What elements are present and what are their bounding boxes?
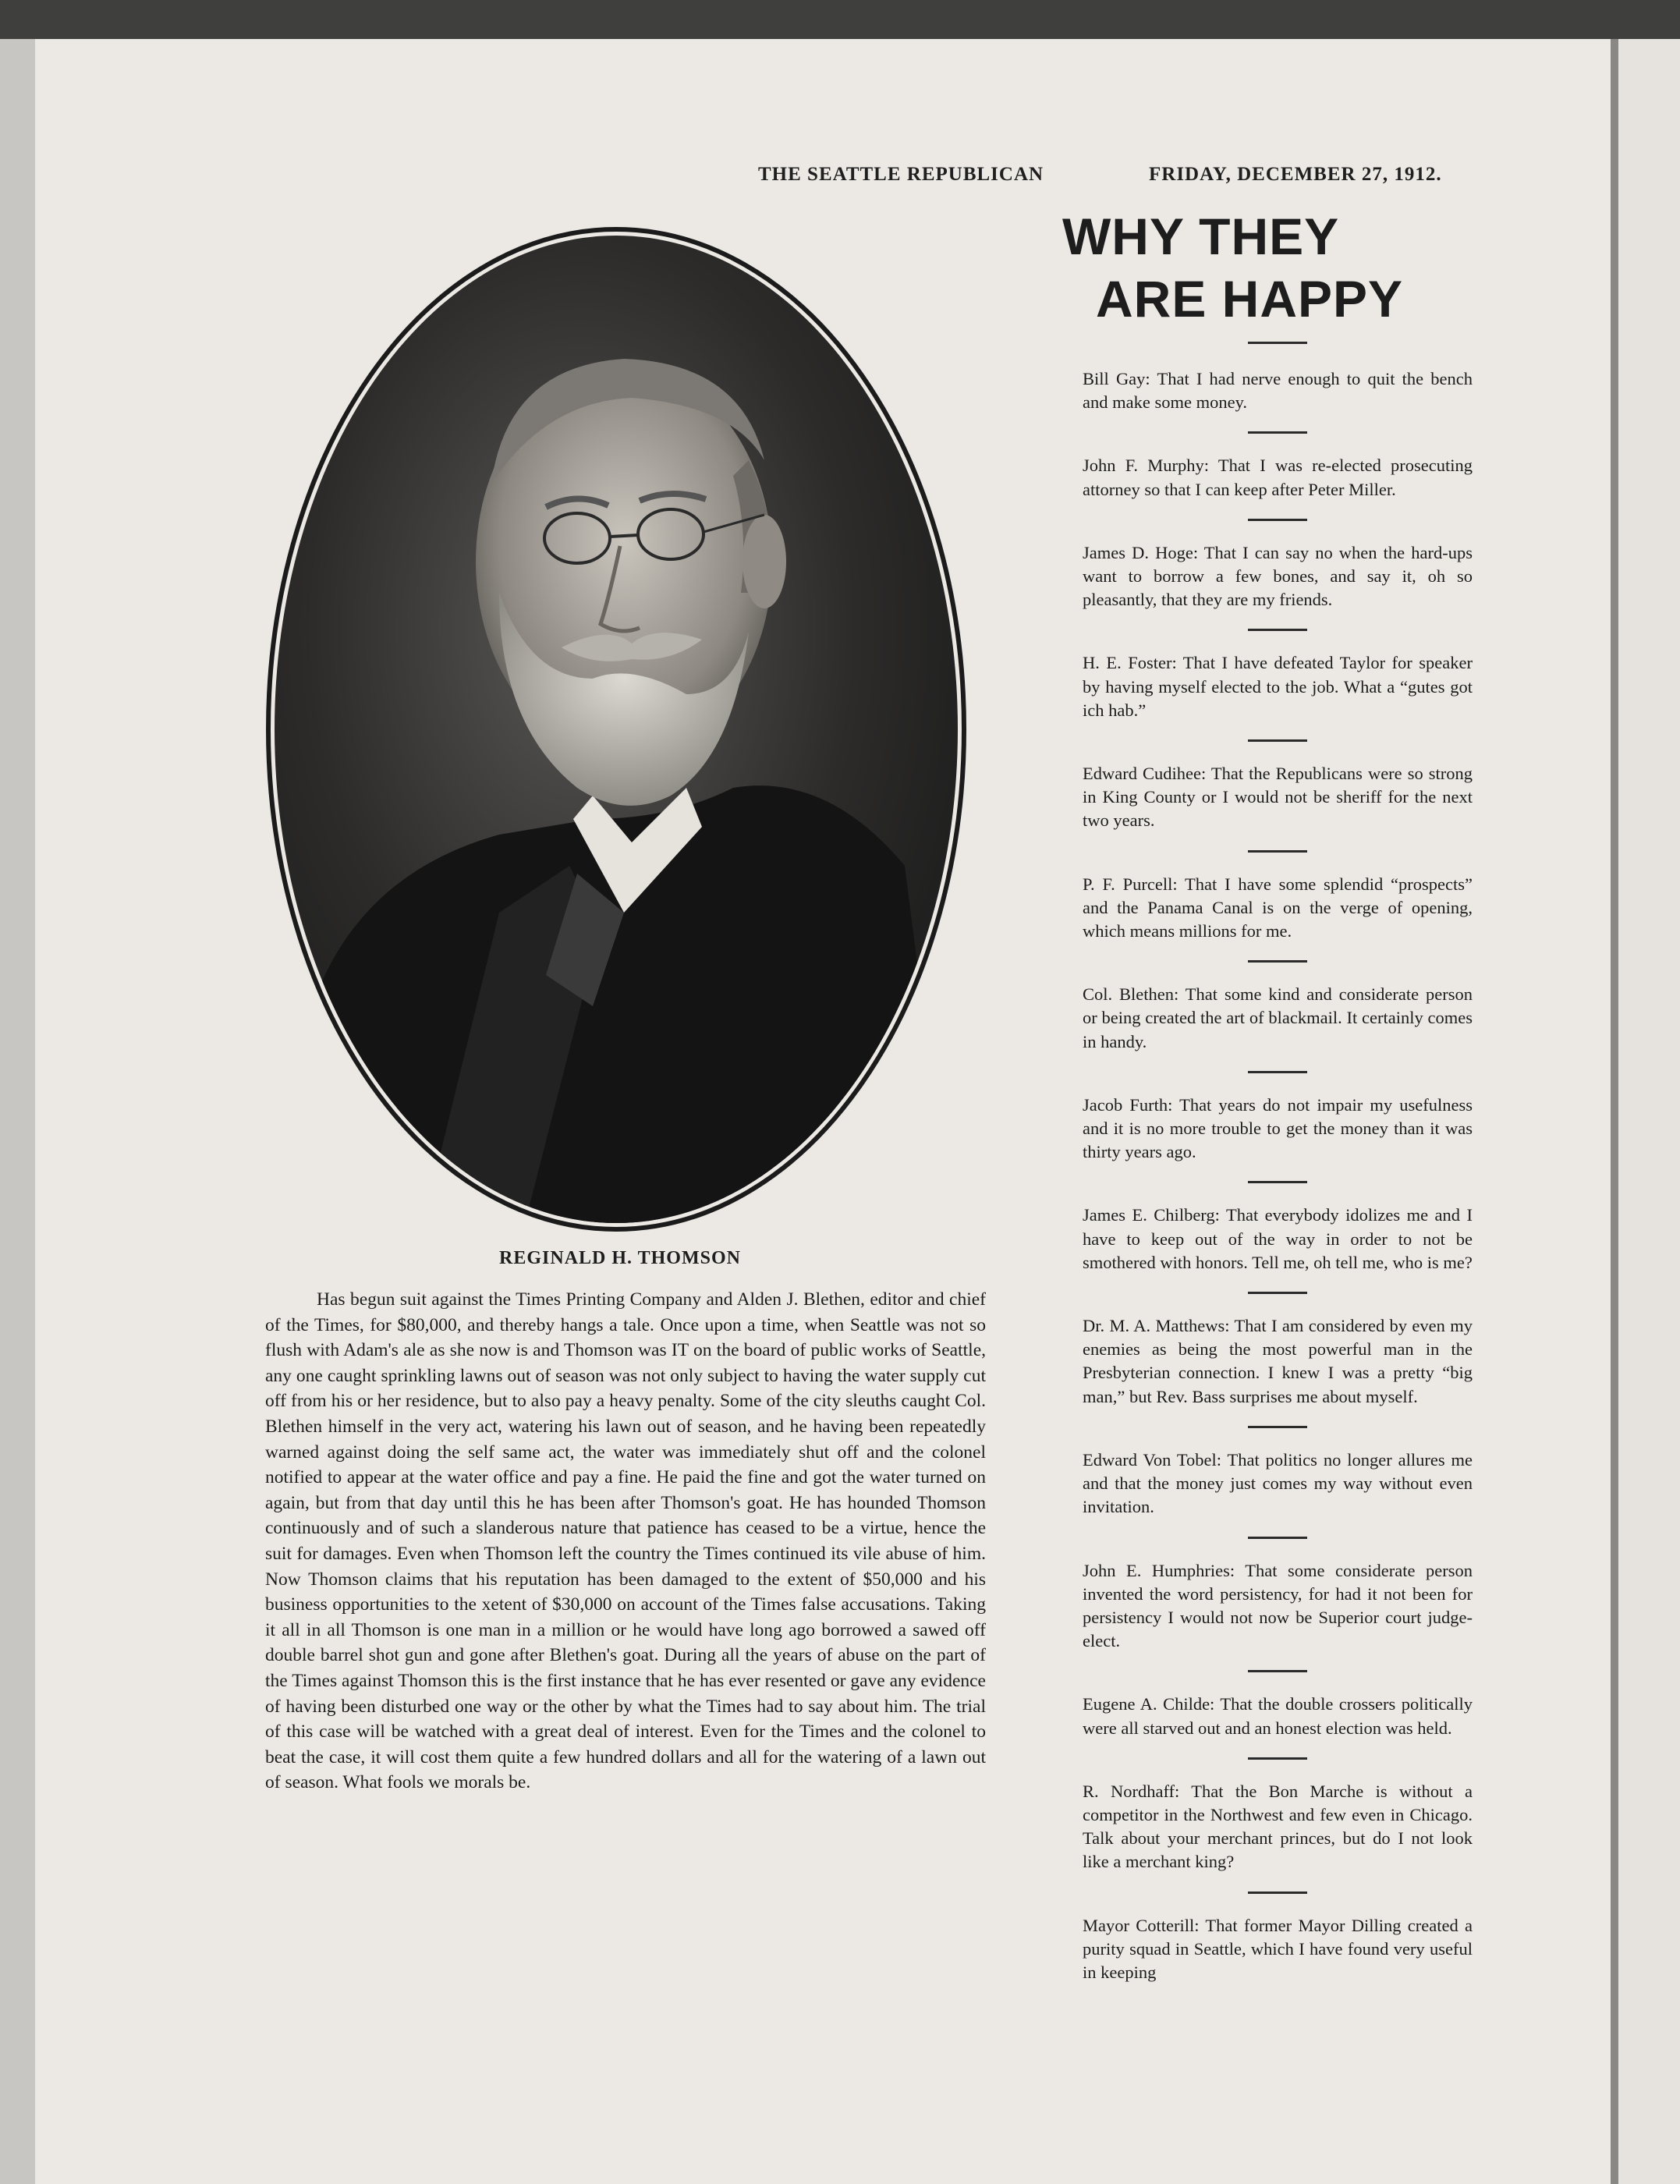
portrait-photo [265,226,967,1232]
section-rule [1248,1292,1307,1294]
article-body [265,1287,986,1796]
portrait-oval-image [265,226,967,1232]
quote-entry [1083,367,1473,414]
section-rule [1248,1537,1307,1539]
quote-text: That I have defeated Taylor for speaker by having myself elected to the job. What a “gutes got ich hab.” [1083,653,1473,720]
quote-entry [1083,454,1473,501]
quote-entry [1083,651,1473,722]
quote-text: That some kind and considerate person or being created the art of blackmail. It certainly comes in handy. [1083,984,1473,1051]
quote-name: R. Nordhaff: [1083,1781,1180,1801]
quote-name: Bill Gay: [1083,369,1150,388]
quote-text: That politics no longer allures me and that the money just comes my way without even invitation. [1083,1449,1473,1517]
section-rule [1248,739,1307,742]
quote-entry [1083,1314,1473,1409]
quote-entry [1083,1693,1473,1739]
issue-date: FRIDAY, DECEMBER 27, 1912. [1149,164,1442,185]
quote-text: That the Republicans were so strong in King County or I would not be sheriff for the next two years. [1083,764,1473,831]
quote-name: Edward Von Tobel: [1083,1449,1221,1470]
quote-entry [1083,762,1473,833]
quote-name: James D. Hoge: [1083,542,1199,562]
quote-entry [1083,1204,1473,1275]
quote-text: That I have some splendid “prospects” and the Panama Canal is on the verge of opening, which means millions for me. [1083,874,1473,941]
quotes-column [1083,365,1473,2001]
quote-entry [1083,1780,1473,1874]
quote-name: Edward Cudihee: [1083,764,1207,784]
section-rule [1248,519,1307,521]
quote-entry [1083,541,1473,612]
section-rule [1248,960,1307,963]
quote-name: Col. Blethen: [1083,984,1179,1005]
quote-entry [1083,1094,1473,1165]
quote-name: Eugene A. Childe: [1083,1694,1215,1714]
publication-name: THE SEATTLE REPUBLICAN [758,164,1044,185]
quote-name: P. F. Purcell: [1083,874,1178,894]
page-gutter [1611,39,1618,2184]
portrait-caption: REGINALD H. THOMSON [499,1248,741,1268]
quote-name: Dr. M. A. Matthews: [1083,1316,1230,1336]
quote-name: James E. Chilberg: [1083,1205,1220,1225]
section-rule [1248,850,1307,853]
quote-name: H. E. Foster: [1083,653,1177,673]
section-rule [1248,1670,1307,1672]
quote-name: Jacob Furth: [1083,1094,1173,1115]
quote-text: That I can say no when the hard-ups want to borrow a few bones, and say it, oh so pleasantly, that they are my friends. [1083,542,1473,610]
section-rule [1248,342,1307,344]
quote-entry [1083,1559,1473,1654]
quote-text: That everybody idolizes me and I have to keep out of the way in order to not be smothered with honors. Tell me, oh tell me, who is me? [1083,1205,1473,1272]
section-rule [1248,1181,1307,1183]
quote-text: That some considerate person invented the word persistency, for had it not been for persistency I would not now be Superior court judge-elect. [1083,1560,1473,1651]
headline-line-2: ARE HAPPY [1096,270,1404,328]
quote-text: That the double crossers politically were all starved out and an honest election was held. [1083,1694,1473,1738]
quote-entry [1083,1914,1473,1985]
quote-text: That the Bon Marche is without a competitor in the Northwest and few even in Chicago. Talk about your merchant princes, but do I not look like a merchant king? [1083,1781,1473,1872]
facing-page-edge [1618,39,1680,2184]
quote-entry [1083,983,1473,1054]
quote-text: That I had nerve enough to quit the bench and make some money. [1083,369,1473,413]
section-rule [1248,1892,1307,1894]
quote-text: That former Mayor Dilling created a purity squad in Seattle, which I have found very useful in keeping [1083,1915,1473,1982]
section-rule [1248,1757,1307,1760]
section-rule [1248,1426,1307,1428]
quote-entry [1083,1448,1473,1519]
headline-line-1: WHY THEY [1062,207,1340,265]
quote-name: Mayor Cotterill: [1083,1915,1200,1935]
quote-text: That I am considered by even my enemies as being the most powerful man in the Presbyterian connection. I knew I was a pretty “big man,” but Rev. Bass surprises me about myself. [1083,1316,1473,1406]
quote-name: John F. Murphy: [1083,456,1210,476]
scanner-top-border [0,0,1680,39]
article-paragraph: Has begun suit against the Times Printing Company and Alden J. Blethen, editor and chief of the Times, for $80,000, and thereby hangs a tale. Once upon a time, when Seattle was not so flush with Adam's ale as she now is and Thomson was IT on the board of public works of Seattle, any one caught sprinkling lawns out of season was not only subject to having the water supply cut off from his or her residence, but to also pay a heavy penalty. Some of the city sleuths caught Col. Blethen himself in the very act, watering his lawn out of season, and he having been repeatedly warned against doing the self same act, the water was immediately shut off and the colonel notified to appear at the water office and pay a fine. He paid the fine and got the water turned on again, but from that day until this he has been after Thomson's goat. He has hounded Thomson continuously and of such a slanderous nature that patience has ceased to be a virtue, hence the suit for damages. Even when Thomson left the country the Times continued its vile abuse of him. Now Thomson claims that his reputation has been damaged to the extent of $50,000 and his business opportunities to the xetent of $30,000 on account of the Times false accusations. Taking it all in all Thomson is one man in a million or he would have long ago borrowed a sawed off double barrel shot gun and gone after Blethen's goat. During all the years of abuse on the part of the Times against Thomson this is the first instance that he has ever resented or gave any evidence of having been disturbed one way or the other by what the Times had to say about him. The trial of this case will be watched with a great deal of interest. Even for the Times and the colonel to beat the case, it will cost them quite a few hundred dollars and all for the watering of a lawn out of season. What fools we morals be. [265,1289,986,1793]
quote-entry [1083,873,1473,944]
section-rule [1248,431,1307,434]
quote-text: That I was re-elected prosecuting attorney so that I can keep after Peter Miller. [1083,456,1473,499]
quote-name: John E. Humphries: [1083,1560,1235,1580]
quote-text: That years do not impair my usefulness and it is no more trouble to get the money than it was thirty years ago. [1083,1094,1473,1162]
section-rule [1248,1071,1307,1073]
section-rule [1248,629,1307,631]
